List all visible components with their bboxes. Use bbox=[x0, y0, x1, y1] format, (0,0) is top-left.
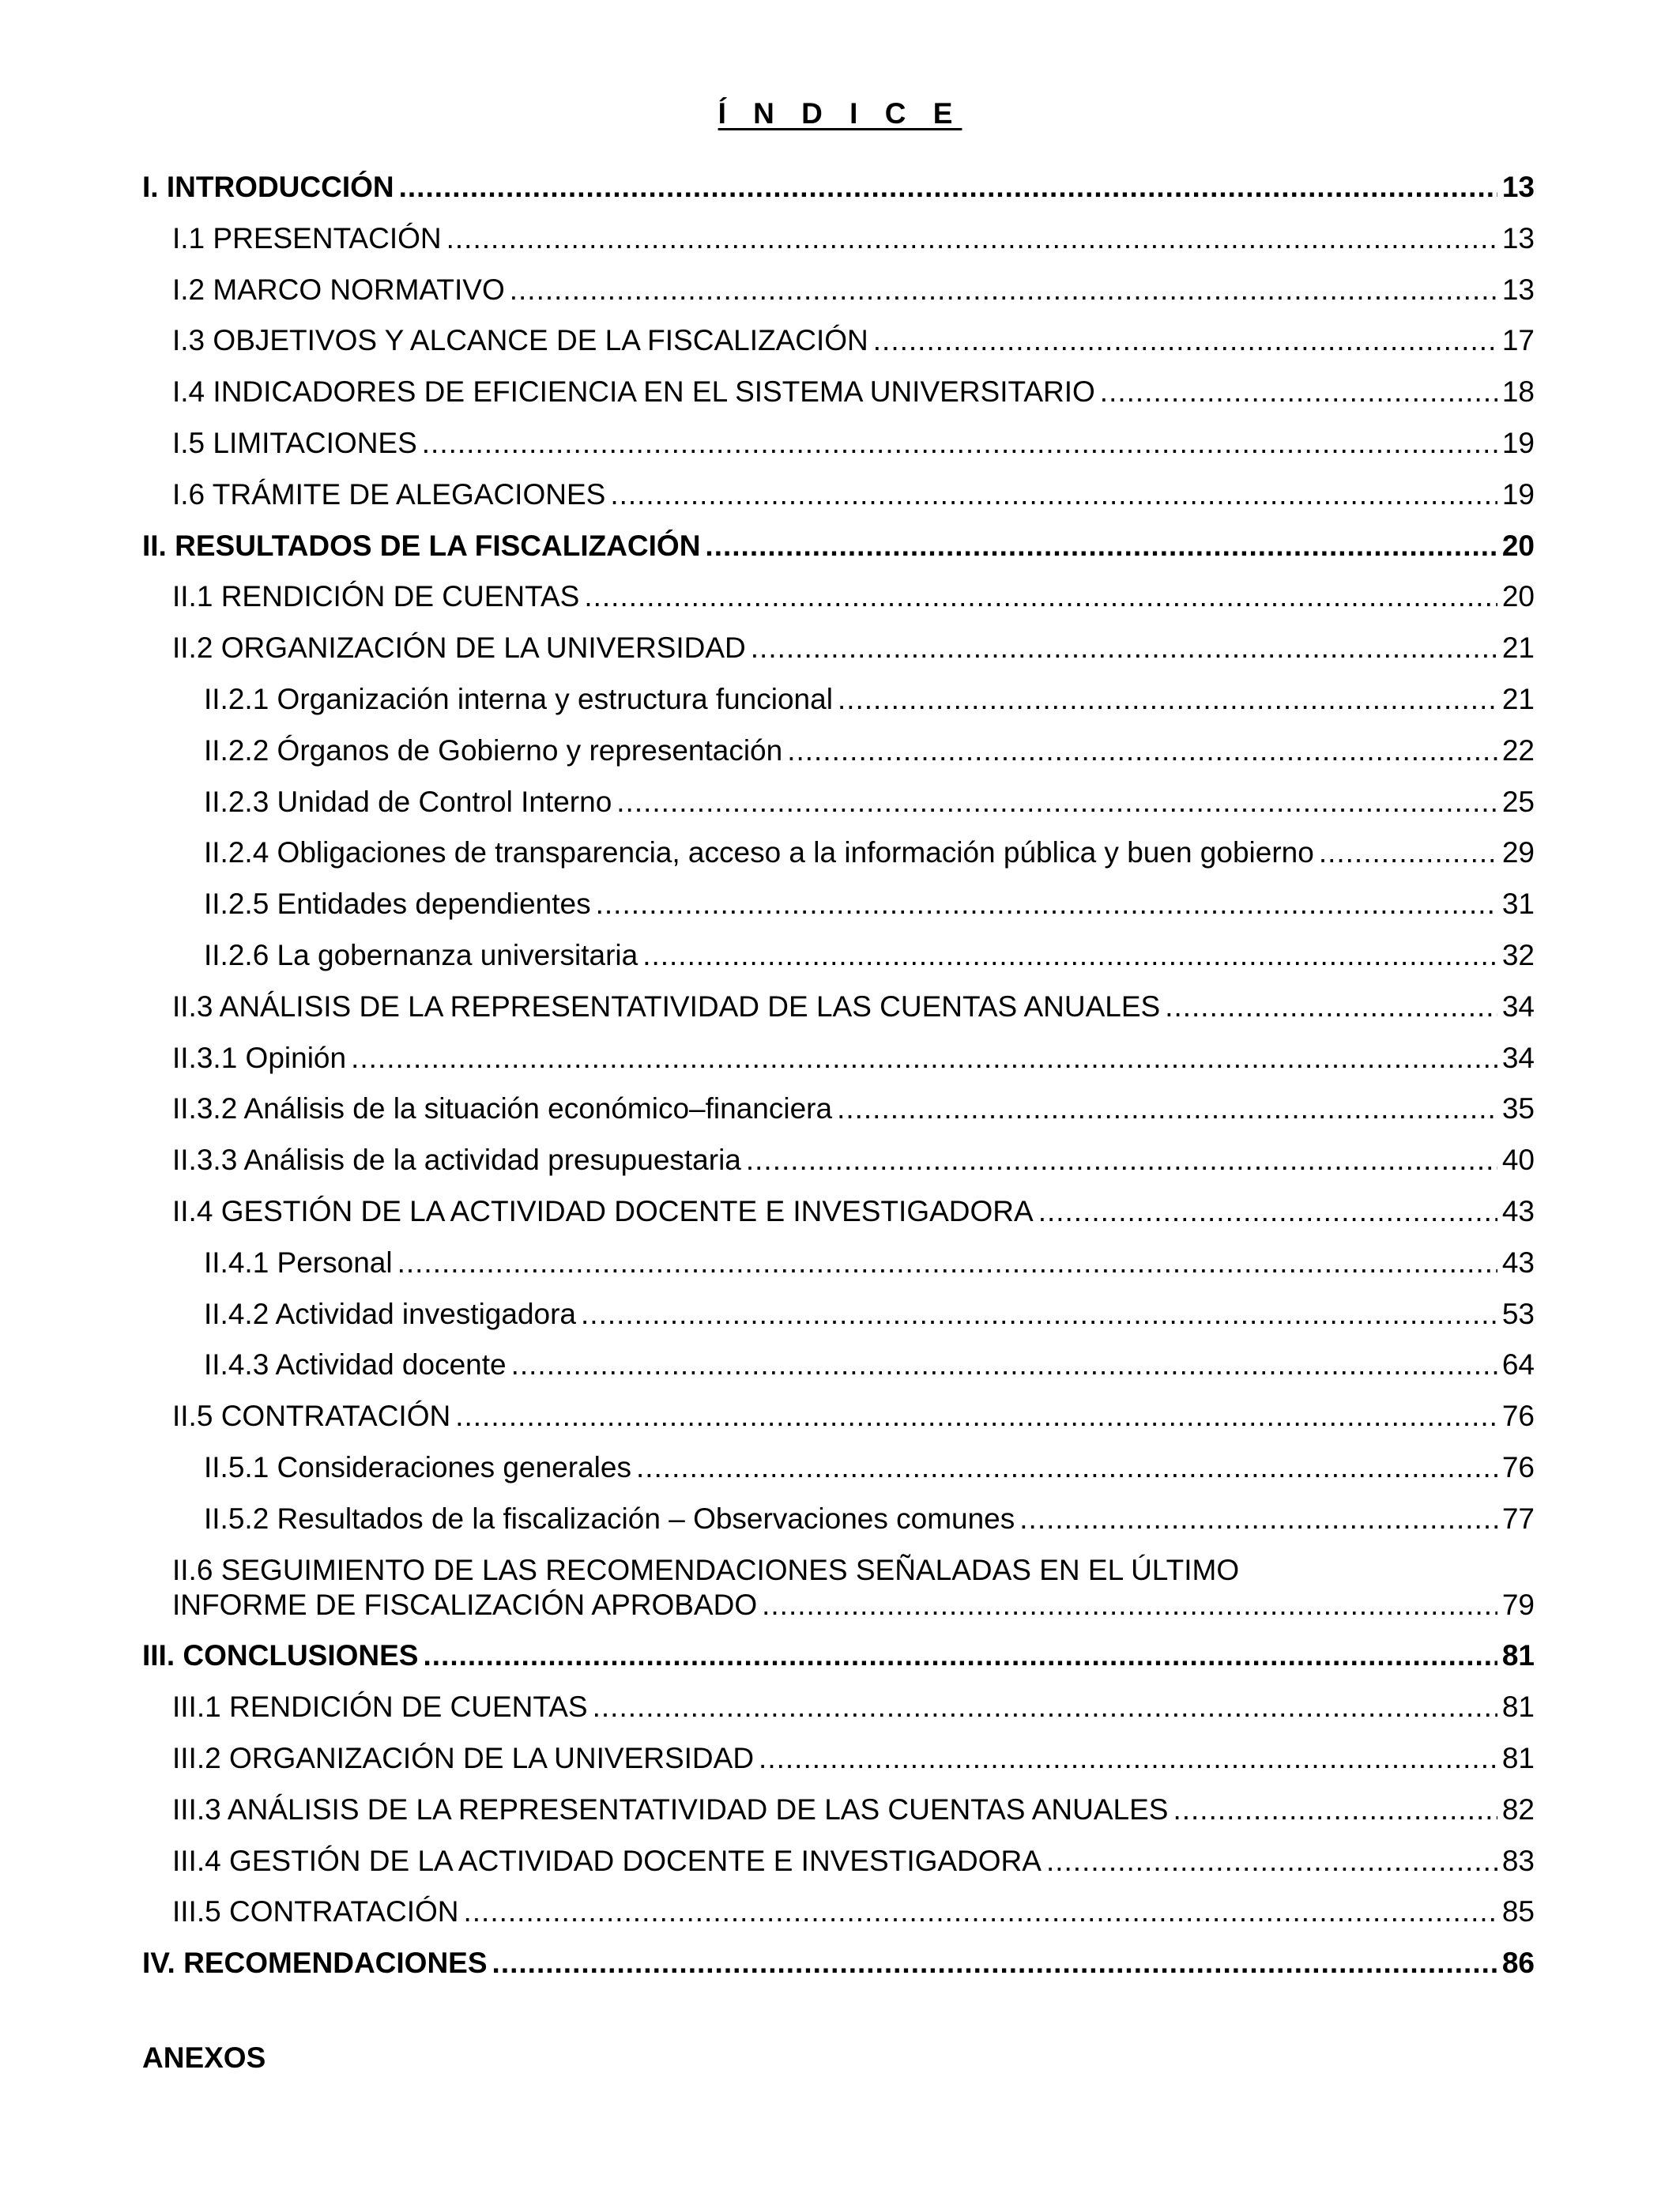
toc-leader-dots bbox=[616, 785, 1497, 820]
toc-leader-dots bbox=[787, 733, 1497, 768]
toc-leader-dots bbox=[759, 1741, 1497, 1776]
toc-entry-page: 81 bbox=[1501, 1742, 1535, 1774]
toc-leader-dots bbox=[838, 682, 1497, 717]
toc-leader-dots bbox=[397, 1246, 1497, 1280]
toc-entry-page: 43 bbox=[1501, 1246, 1535, 1279]
toc-entry-label: II.6 SEGUIMIENTO DE LAS RECOMENDACIONES SEÑALADAS EN EL ÚLTIMO bbox=[172, 1553, 1240, 1586]
toc-entry-page: 29 bbox=[1501, 836, 1535, 869]
toc-entry[interactable] bbox=[204, 785, 1535, 820]
toc-leader-dots bbox=[1165, 990, 1497, 1024]
toc-entry[interactable] bbox=[172, 990, 1535, 1024]
toc-entry-label: II.2.6 La gobernanza universitaria bbox=[204, 939, 638, 971]
toc-entry-label: III.4 GESTIÓN DE LA ACTIVIDAD DOCENTE E INVESTIGADORA bbox=[172, 1844, 1042, 1877]
toc-leader-dots bbox=[351, 1041, 1497, 1076]
toc-entry-label: II.4 GESTIÓN DE LA ACTIVIDAD DOCENTE E INVESTIGADORA bbox=[172, 1195, 1034, 1227]
toc-entry-page: 82 bbox=[1501, 1793, 1535, 1826]
toc-entry[interactable] bbox=[204, 1246, 1535, 1280]
toc-leader-dots bbox=[510, 273, 1497, 307]
toc-entry-label: I.3 OBJETIVOS Y ALCANCE DE LA FISCALIZACIÓN bbox=[172, 324, 868, 357]
toc-entry[interactable] bbox=[172, 1793, 1535, 1827]
toc-entry[interactable] bbox=[172, 375, 1535, 409]
toc-entry[interactable] bbox=[172, 1091, 1535, 1126]
toc-entry[interactable] bbox=[204, 1502, 1535, 1536]
toc-entry-label: I.5 LIMITACIONES bbox=[172, 427, 417, 459]
toc-leader-dots bbox=[581, 1297, 1497, 1332]
toc-entry-page: 64 bbox=[1501, 1348, 1535, 1382]
toc-entry-page: 13 bbox=[1501, 171, 1535, 203]
toc-entry-page: 21 bbox=[1501, 683, 1535, 715]
toc-entry-label: I.2 MARCO NORMATIVO bbox=[172, 273, 505, 306]
toc-entry-page: 53 bbox=[1501, 1297, 1535, 1330]
toc-entry[interactable] bbox=[172, 1143, 1535, 1178]
toc-entry[interactable] bbox=[204, 835, 1535, 870]
toc-entry[interactable] bbox=[204, 887, 1535, 922]
toc-entry-page: 31 bbox=[1501, 888, 1535, 921]
toc-entry-page: 19 bbox=[1501, 477, 1535, 511]
toc-entry-label: II.2.4 Obligaciones de transparencia, acceso a la información pública y buen gobierno bbox=[204, 836, 1314, 869]
toc-entry-label: I.1 PRESENTACIÓN bbox=[172, 221, 442, 254]
toc-entry[interactable] bbox=[204, 1297, 1535, 1332]
toc-entry-page: 77 bbox=[1501, 1502, 1535, 1535]
toc-leader-dots bbox=[751, 631, 1497, 665]
toc-entry-page: 20 bbox=[1501, 529, 1535, 562]
toc-entry-label-continued: INFORME DE FISCALIZACIÓN APROBADO bbox=[172, 1588, 758, 1621]
annex-heading: ANEXOS bbox=[142, 2041, 266, 2074]
toc-entry-page: 32 bbox=[1501, 939, 1535, 971]
toc-entry[interactable] bbox=[172, 579, 1535, 614]
toc-entry-page: 13 bbox=[1501, 273, 1535, 306]
toc-entry-label: II.2 ORGANIZACIÓN DE LA UNIVERSIDAD bbox=[172, 631, 746, 665]
toc-entry-label: III.1 RENDICIÓN DE CUENTAS bbox=[172, 1691, 588, 1724]
toc-entry-label: II.5 CONTRATACIÓN bbox=[172, 1400, 451, 1433]
toc-entry-page: 76 bbox=[1501, 1451, 1535, 1483]
toc-entry[interactable] bbox=[172, 1041, 1535, 1076]
toc-entry-label: II.4.1 Personal bbox=[204, 1246, 393, 1279]
toc-entry-page: 76 bbox=[1501, 1400, 1535, 1433]
toc-leader-dots bbox=[463, 1894, 1497, 1929]
toc-entry-label: II.2.3 Unidad de Control Interno bbox=[204, 785, 612, 818]
toc-leader-dots bbox=[1100, 375, 1497, 409]
toc-leader-dots bbox=[593, 1690, 1497, 1725]
toc-entry-page: 81 bbox=[1501, 1691, 1535, 1724]
toc-entry-page: 13 bbox=[1501, 221, 1535, 254]
toc-leader-dots bbox=[492, 1946, 1497, 1981]
toc-entry-page: 22 bbox=[1501, 733, 1535, 767]
toc-entry-label: II.3.2 Análisis de la situación económico–financiera bbox=[172, 1092, 833, 1125]
toc-entry[interactable] bbox=[142, 170, 1535, 205]
toc-entry-page: 18 bbox=[1501, 375, 1535, 409]
toc-entry[interactable] bbox=[204, 1450, 1535, 1485]
toc-entry-page: 20 bbox=[1501, 580, 1535, 613]
toc-entry-label: II.4.2 Actividad investigadora bbox=[204, 1297, 577, 1330]
toc-entry-page: 40 bbox=[1501, 1144, 1535, 1177]
toc-entry-label: III.5 CONTRATACIÓN bbox=[172, 1895, 459, 1928]
toc-entry[interactable] bbox=[172, 426, 1535, 461]
toc-entry-label: III.3 ANÁLISIS DE LA REPRESENTATIVIDAD DE LAS CUENTAS ANUALES bbox=[172, 1793, 1169, 1826]
toc-entry[interactable] bbox=[142, 1638, 1535, 1673]
toc-leader-dots bbox=[423, 1638, 1497, 1673]
toc-entry[interactable] bbox=[172, 273, 1535, 307]
toc-entry-label: II.3.1 Opinión bbox=[172, 1041, 347, 1074]
toc-entry[interactable] bbox=[142, 1946, 1535, 1981]
toc-entry-page: 86 bbox=[1501, 1947, 1535, 1980]
toc-entry[interactable] bbox=[172, 221, 1535, 256]
toc-entry-page: 81 bbox=[1501, 1639, 1535, 1672]
toc-entry-label: I. INTRODUCCIÓN bbox=[142, 171, 394, 203]
toc-entry-page: 25 bbox=[1501, 785, 1535, 818]
toc-entry[interactable] bbox=[172, 477, 1535, 512]
toc-leader-dots bbox=[610, 477, 1497, 512]
toc-entry[interactable] bbox=[172, 323, 1535, 358]
toc-entry-page: 43 bbox=[1501, 1195, 1535, 1227]
toc-entry-page: 34 bbox=[1501, 990, 1535, 1023]
toc-leader-dots bbox=[1038, 1194, 1497, 1229]
toc-entry-label: I.6 TRÁMITE DE ALEGACIONES bbox=[172, 477, 606, 511]
toc-leader-dots bbox=[1019, 1502, 1497, 1536]
toc-entry[interactable] bbox=[172, 1894, 1535, 1929]
toc-entry-page: 35 bbox=[1501, 1092, 1535, 1125]
toc-entry-page: 17 bbox=[1501, 324, 1535, 357]
toc-entry[interactable] bbox=[172, 1844, 1535, 1879]
toc-entry-page: 34 bbox=[1501, 1041, 1535, 1074]
toc-entry[interactable] bbox=[172, 1690, 1535, 1725]
toc-leader-dots bbox=[837, 1091, 1497, 1126]
toc-leader-dots bbox=[762, 1588, 1497, 1623]
toc-entry-label: II.3 ANÁLISIS DE LA REPRESENTATIVIDAD DE LAS CUENTAS ANUALES bbox=[172, 990, 1161, 1023]
toc-entry-page: 19 bbox=[1501, 427, 1535, 459]
toc-leader-dots bbox=[636, 1450, 1497, 1485]
toc-entry[interactable] bbox=[204, 733, 1535, 768]
toc-entry[interactable] bbox=[172, 1399, 1535, 1434]
toc-entry-label: II.3.3 Análisis de la actividad presupuestaria bbox=[172, 1144, 741, 1177]
toc-leader-dots bbox=[642, 938, 1497, 973]
toc-leader-dots bbox=[1319, 835, 1497, 870]
toc-leader-dots bbox=[596, 887, 1497, 922]
toc-entry-page: 85 bbox=[1501, 1895, 1535, 1928]
toc-entry-label: III. CONCLUSIONES bbox=[142, 1639, 419, 1672]
toc-entry-label: III.2 ORGANIZACIÓN DE LA UNIVERSIDAD bbox=[172, 1742, 755, 1774]
toc-leader-dots bbox=[873, 323, 1497, 358]
toc-entry-page: 21 bbox=[1501, 631, 1535, 665]
toc-entry-label: II.2.1 Organización interna y estructura funcional bbox=[204, 683, 833, 715]
toc-entry[interactable] bbox=[172, 1553, 1535, 1623]
toc-leader-dots bbox=[584, 579, 1497, 614]
toc-entry[interactable] bbox=[172, 1741, 1535, 1776]
toc-entry-label: II.5.2 Resultados de la fiscalización – Observaciones comunes bbox=[204, 1502, 1015, 1535]
toc-entry-label: II.4.3 Actividad docente bbox=[204, 1348, 507, 1382]
toc-entry[interactable] bbox=[204, 938, 1535, 973]
toc-entry-label: II.2.2 Órganos de Gobierno y representación bbox=[204, 733, 783, 767]
toc-entry[interactable] bbox=[204, 1348, 1535, 1382]
toc-entry[interactable] bbox=[204, 682, 1535, 717]
toc-entry[interactable] bbox=[172, 631, 1535, 665]
toc-leader-dots bbox=[1173, 1793, 1497, 1827]
toc-entry-label: II. RESULTADOS DE LA FISCALIZACIÓN bbox=[142, 529, 701, 562]
toc-entry-label: I.4 INDICADORES DE EFICIENCIA EN EL SISTEMA UNIVERSITARIO bbox=[172, 375, 1095, 409]
toc-entry-label: II.2.5 Entidades dependientes bbox=[204, 888, 591, 921]
toc-leader-dots bbox=[455, 1399, 1497, 1434]
page-title bbox=[0, 96, 1680, 131]
toc-entry[interactable] bbox=[172, 1194, 1535, 1229]
toc-entry-label: II.5.1 Consideraciones generales bbox=[204, 1451, 631, 1483]
toc-entry[interactable] bbox=[142, 529, 1535, 564]
toc-leader-dots bbox=[399, 170, 1497, 205]
toc-leader-dots bbox=[1046, 1844, 1497, 1879]
toc-leader-dots bbox=[511, 1348, 1497, 1382]
toc-entry-label: IV. RECOMENDACIONES bbox=[142, 1947, 488, 1980]
toc-leader-dots bbox=[422, 426, 1497, 461]
toc-entry-label: II.1 RENDICIÓN DE CUENTAS bbox=[172, 580, 580, 613]
toc-leader-dots bbox=[705, 529, 1497, 564]
page-title-text: Í N D I C E bbox=[718, 97, 962, 130]
toc-leader-dots bbox=[446, 221, 1497, 256]
toc-entry-page: 79 bbox=[1501, 1588, 1535, 1621]
toc-entry-page: 83 bbox=[1501, 1844, 1535, 1877]
toc-leader-dots bbox=[746, 1143, 1497, 1178]
